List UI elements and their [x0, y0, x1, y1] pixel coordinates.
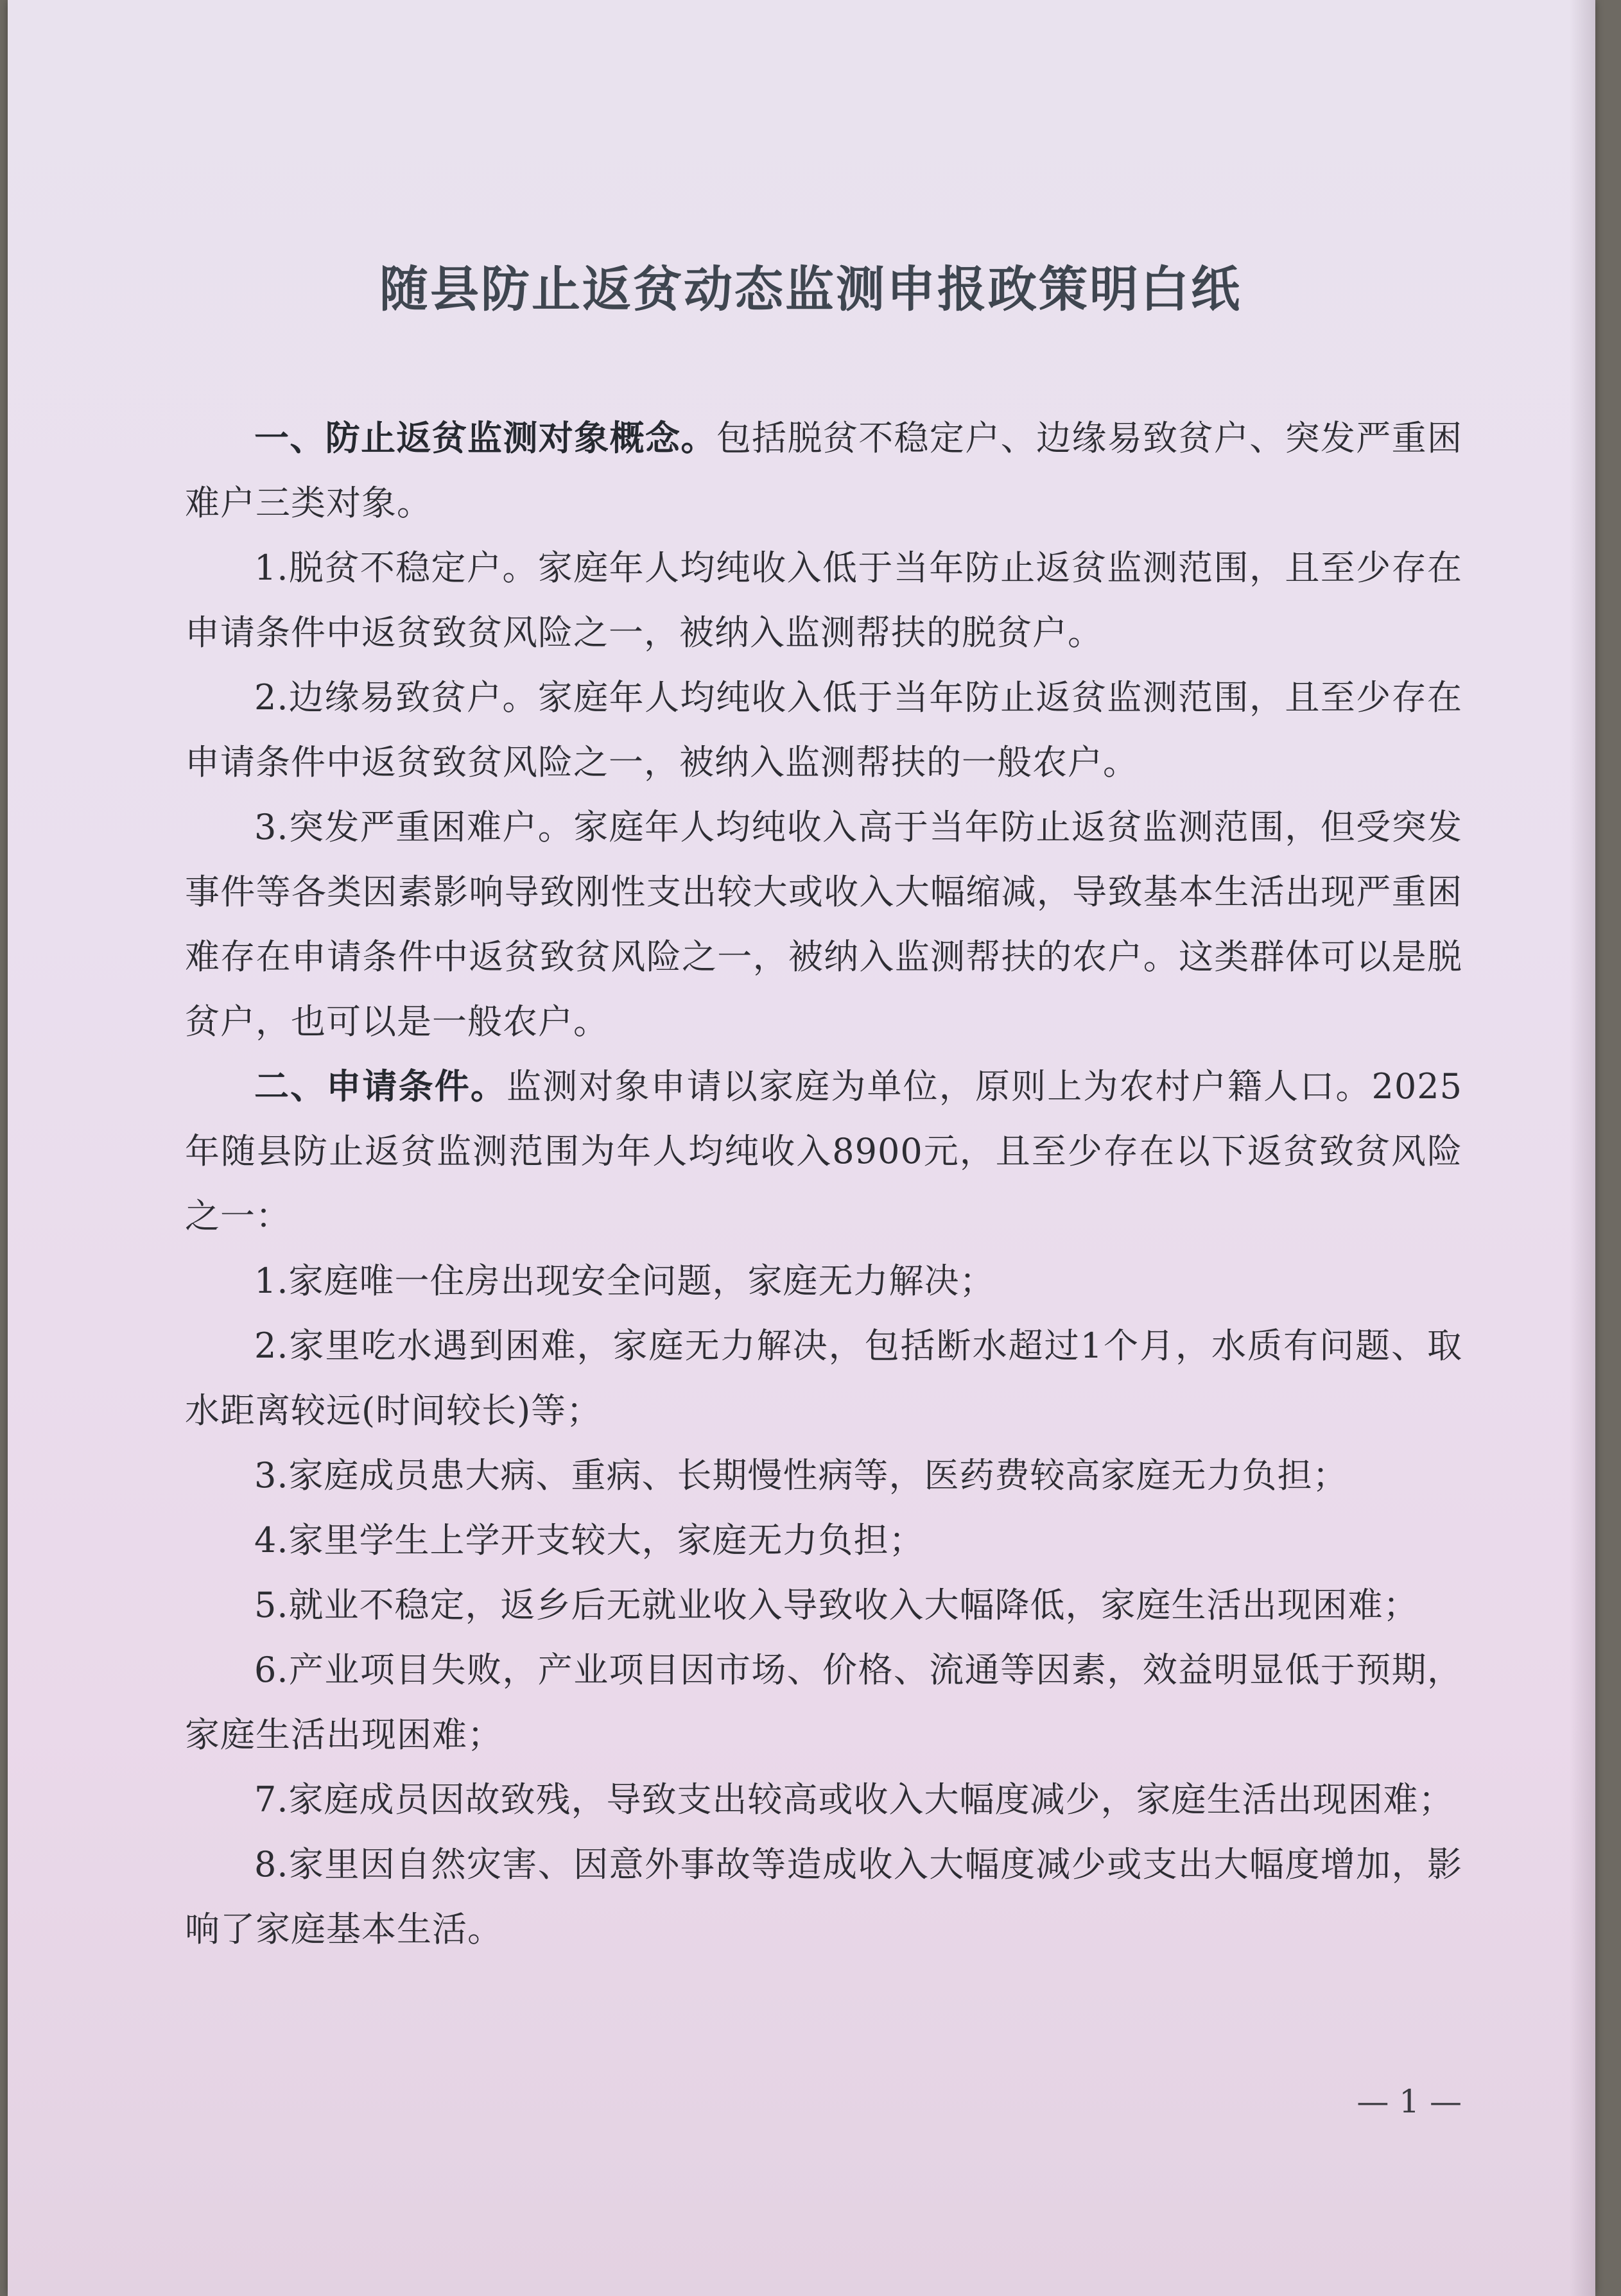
paragraph-text: 7.家庭成员因故致残，导致支出较高或收入大幅度减少，家庭生活出现困难；: [254, 1779, 1454, 1820]
list-item: [185, 1508, 1462, 1573]
page-number: — 1 —: [1357, 2083, 1462, 2120]
paragraph-text: 6.产业项目失败，产业项目因市场、价格、流通等因素，效益明显低于预期，家庭生活出现困难；: [185, 1650, 1462, 1755]
paragraph-text: 4.家里学生上学开支较大，家庭无力负担；: [254, 1520, 924, 1560]
section-conditions: [185, 1054, 1462, 1248]
paragraph-text: 8.家里因自然灾害、因意外事故等造成收入大幅度减少或支出大幅度增加，影响了家庭基本生活。: [185, 1844, 1462, 1949]
list-item: [185, 1832, 1462, 1962]
list-item: [185, 1573, 1462, 1637]
document-title: 随县防止返贫动态监测申报政策明白纸: [379, 261, 1242, 318]
list-item: [185, 535, 1462, 665]
list-item: [185, 665, 1462, 795]
paragraph-text: 2.边缘易致贫户。家庭年人均纯收入低于当年防止返贫监测范围，且至少存在申请条件中返贫致贫风险之一，被纳入监测帮扶的一般农户。: [185, 677, 1462, 782]
paragraph-text: 3.突发严重困难户。家庭年人均纯收入高于当年防止返贫监测范围，但受突发事件等各类因素影响导致刚性支出较大或收入大幅缩减，导致基本生活出现严重困难存在申请条件中返贫致贫风险之一，被纳入监测帮扶的农户。这类群体可以是脱贫户，也可以是一般农户。: [185, 807, 1462, 1042]
list-item: [185, 795, 1462, 1054]
paragraph-text: 3.家庭成员患大病、重病、长期慢性病等，医药费较高家庭无力负担；: [254, 1455, 1348, 1496]
list-item: [185, 1637, 1462, 1767]
document-body: [185, 406, 1462, 1962]
paragraph-text: 1.脱贫不稳定户。家庭年人均纯收入低于当年防止返贫监测范围，且至少存在申请条件中返贫致贫风险之一，被纳入监测帮扶的脱贫户。: [185, 548, 1462, 653]
list-item: [185, 1443, 1462, 1508]
section-heading: 二、申请条件。: [254, 1066, 507, 1107]
section-heading: 一、防止返贫监测对象概念。: [254, 417, 716, 458]
paragraph-text: 1.家庭唯一住房出现安全问题，家庭无力解决；: [254, 1261, 995, 1301]
section-concept: [185, 406, 1462, 535]
paragraph-text: 包括脱贫不稳定户、边缘易致贫户、突发严重困难户三类对象。: [185, 418, 1463, 523]
paragraph-text: 5.就业不稳定，返乡后无就业收入导致收入大幅降低，家庭生活出现困难；: [254, 1585, 1419, 1625]
list-item: [185, 1767, 1462, 1832]
paragraph-text: 2.家里吃水遇到困难，家庭无力解决，包括断水超过1个月，水质有问题、取水距离较远(时间较长)等；: [185, 1325, 1462, 1431]
list-item: [185, 1313, 1462, 1443]
paragraph-text: 监测对象申请以家庭为单位，原则上为农村户籍人口。2025年随县防止返贫监测范围为年人均纯收入8900元，且至少存在以下返贫致贫风险之一：: [185, 1066, 1462, 1236]
page-edge-shadow: [1570, 0, 1595, 2296]
list-item: [185, 1248, 1462, 1313]
